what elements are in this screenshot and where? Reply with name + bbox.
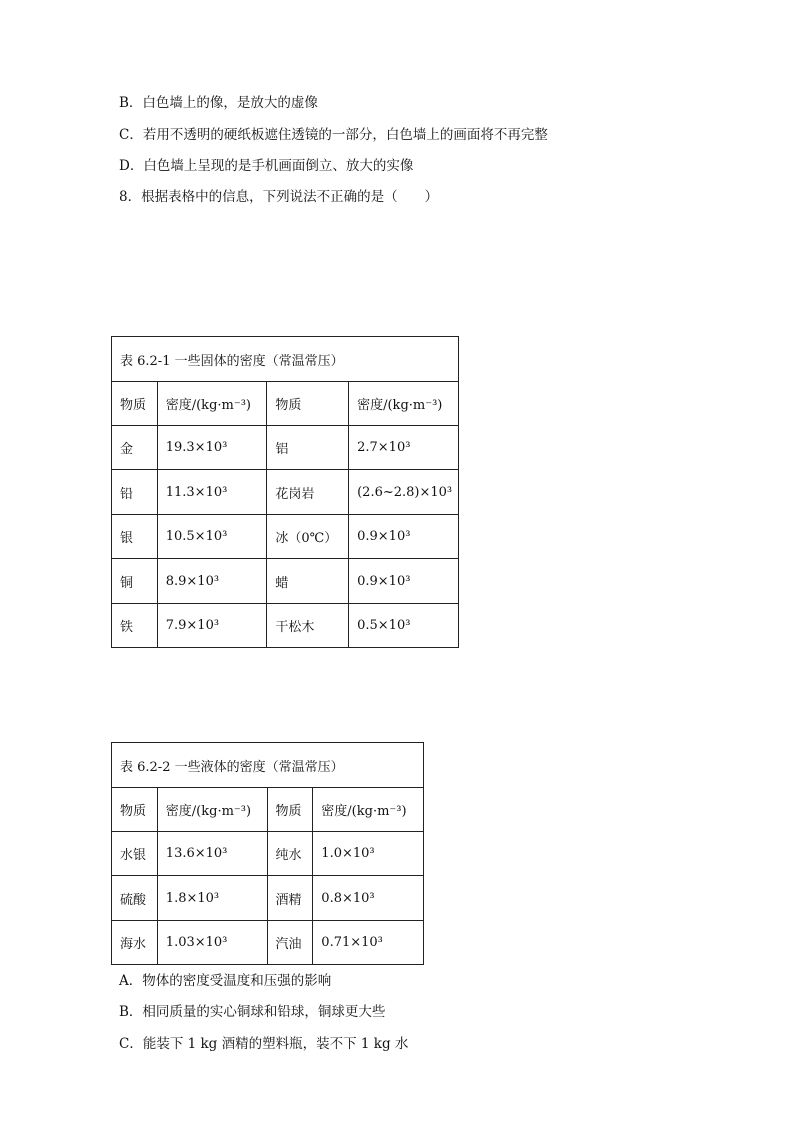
table-row bbox=[112, 832, 424, 876]
density-cell: (2.6~2.8)×10³ bbox=[349, 470, 459, 515]
density-cell: 0.71×10³ bbox=[313, 921, 424, 965]
header-cell: 物质 bbox=[267, 788, 313, 832]
substance-cell: 干松木 bbox=[267, 604, 349, 648]
table-header-row bbox=[112, 788, 424, 832]
header-cell: 物质 bbox=[267, 382, 349, 426]
substance-cell: 海水 bbox=[112, 921, 158, 965]
table-row bbox=[112, 470, 459, 515]
q7-option-d: D．白色墙上呈现的是手机画面倒立、放大的实像 bbox=[119, 158, 414, 174]
density-cell: 1.8×10³ bbox=[157, 876, 267, 921]
density-cell: 0.5×10³ bbox=[349, 604, 459, 648]
table-caption: 表 6.2-1 一些固体的密度（常温常压） bbox=[112, 337, 459, 382]
q8-option-b: B．相同质量的实心铜球和铅球，铜球更大些 bbox=[119, 1004, 386, 1020]
header-cell: 密度/(kg·m⁻³) bbox=[349, 382, 459, 426]
substance-cell: 银 bbox=[112, 515, 158, 559]
table-caption-row bbox=[112, 743, 424, 788]
liquid-density-table bbox=[111, 742, 424, 965]
density-cell: 2.7×10³ bbox=[349, 426, 459, 470]
table-row bbox=[112, 426, 459, 470]
substance-cell: 铜 bbox=[112, 559, 158, 604]
density-cell: 11.3×10³ bbox=[157, 470, 267, 515]
substance-cell: 纯水 bbox=[267, 832, 313, 876]
table-row bbox=[112, 921, 424, 965]
q8-option-a: A．物体的密度受温度和压强的影响 bbox=[119, 973, 332, 989]
substance-cell: 汽油 bbox=[267, 921, 313, 965]
substance-cell: 冰（0℃） bbox=[267, 515, 349, 559]
substance-cell: 铁 bbox=[112, 604, 158, 648]
density-cell: 1.0×10³ bbox=[313, 832, 424, 876]
q8-stem: 8．根据表格中的信息，下列说法不正确的是（ ） bbox=[119, 189, 439, 205]
table-row bbox=[112, 876, 424, 921]
table-row bbox=[112, 559, 459, 604]
density-cell: 0.9×10³ bbox=[349, 515, 459, 559]
table-caption-row bbox=[112, 337, 459, 382]
density-cell: 13.6×10³ bbox=[157, 832, 267, 876]
q7-option-b: B．白色墙上的像，是放大的虚像 bbox=[119, 95, 318, 111]
density-cell: 0.9×10³ bbox=[349, 559, 459, 604]
density-cell: 10.5×10³ bbox=[157, 515, 267, 559]
header-cell: 密度/(kg·m⁻³) bbox=[313, 788, 424, 832]
header-cell: 物质 bbox=[112, 382, 158, 426]
q8-option-c: C．能装下 1 kg 酒精的塑料瓶，装不下 1 kg 水 bbox=[119, 1036, 409, 1052]
density-cell: 7.9×10³ bbox=[157, 604, 267, 648]
substance-cell: 花岗岩 bbox=[267, 470, 349, 515]
table-caption: 表 6.2-2 一些液体的密度（常温常压） bbox=[112, 743, 424, 788]
substance-cell: 硫酸 bbox=[112, 876, 158, 921]
substance-cell: 铅 bbox=[112, 470, 158, 515]
table-row bbox=[112, 604, 459, 648]
density-cell: 1.03×10³ bbox=[157, 921, 267, 965]
table-header-row bbox=[112, 382, 459, 426]
header-cell: 密度/(kg·m⁻³) bbox=[157, 788, 267, 832]
density-cell: 8.9×10³ bbox=[157, 559, 267, 604]
substance-cell: 金 bbox=[112, 426, 158, 470]
table-row bbox=[112, 515, 459, 559]
q7-option-c: C．若用不透明的硬纸板遮住透镜的一部分，白色墙上的画面将不再完整 bbox=[119, 127, 548, 143]
density-cell: 0.8×10³ bbox=[313, 876, 424, 921]
substance-cell: 铝 bbox=[267, 426, 349, 470]
substance-cell: 水银 bbox=[112, 832, 158, 876]
header-cell: 密度/(kg·m⁻³) bbox=[157, 382, 267, 426]
solid-density-table bbox=[111, 336, 459, 648]
header-cell: 物质 bbox=[112, 788, 158, 832]
substance-cell: 蜡 bbox=[267, 559, 349, 604]
density-cell: 19.3×10³ bbox=[157, 426, 267, 470]
substance-cell: 酒精 bbox=[267, 876, 313, 921]
